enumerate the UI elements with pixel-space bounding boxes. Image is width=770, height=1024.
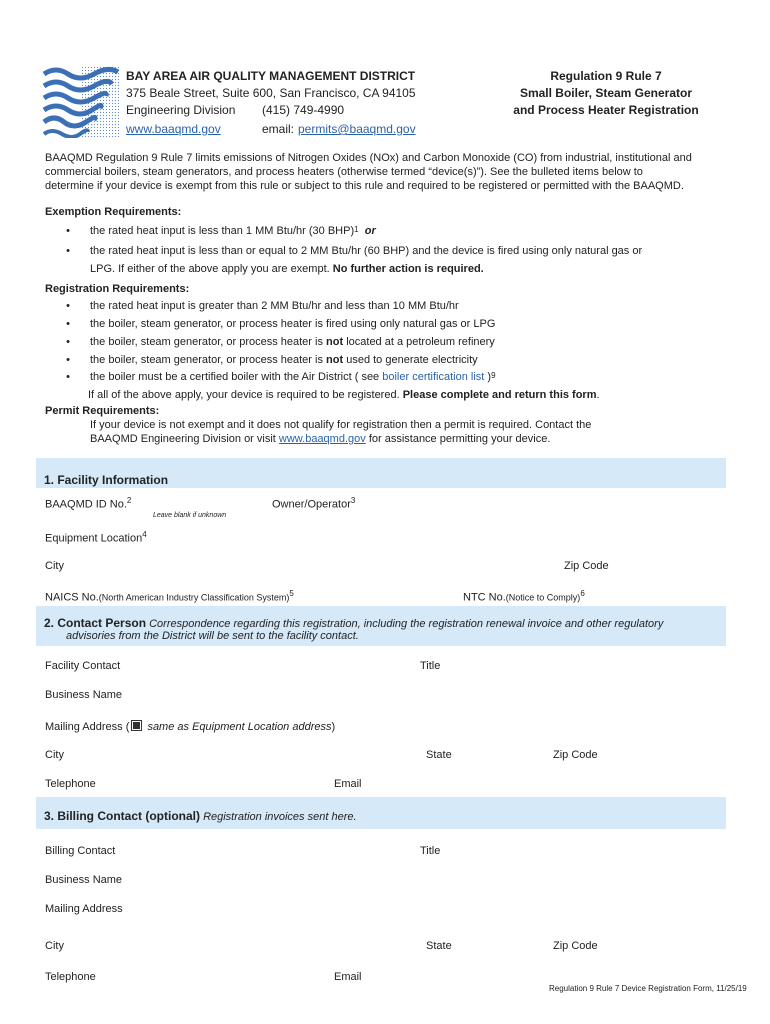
naics-text: NAICS No. [45, 591, 99, 604]
contact-telephone-label[interactable]: Telephone [45, 778, 96, 790]
section-2-bar [36, 606, 726, 646]
permit-heading: Permit Requirements: [45, 405, 160, 417]
bullet-icon: • [66, 371, 70, 383]
section-3-header [44, 809, 357, 823]
no-further-action: No further action is required. [332, 263, 484, 275]
or-text: or [364, 225, 376, 237]
baaqmd-id-text: BAAQMD ID No. [45, 498, 127, 511]
bullet-icon: • [66, 225, 70, 237]
registration-bullet-5 [46, 371, 496, 383]
org-phone: (415) 749-4990 [262, 103, 345, 117]
naics-label[interactable] [45, 589, 294, 604]
complete-and-return: Please complete and return this form [402, 389, 597, 401]
footnote-2: 2 [126, 496, 132, 505]
contact-title-label[interactable]: Title [420, 660, 441, 672]
billing-telephone-label[interactable]: Telephone [45, 971, 96, 983]
reg-title-1: Regulation 9 Rule 7 [550, 69, 662, 83]
equipment-location-label[interactable] [45, 530, 147, 545]
intro-line-3: determine if your device is exempt from this rule or subject to this rule and required to be registered or permitted with the BAAQMD. [45, 180, 684, 192]
facility-contact-label[interactable]: Facility Contact [45, 660, 121, 672]
section-2-title: 2. Contact Person [44, 616, 147, 630]
bullet-icon: • [66, 354, 70, 366]
org-division: Engineering Division [126, 103, 236, 117]
contact-zip-label[interactable]: Zip Code [553, 749, 598, 761]
billing-state-label[interactable]: State [426, 940, 452, 952]
registration-bullet-4-a: the boiler, steam generator, or process heater is [90, 354, 323, 366]
bullet-icon: • [66, 318, 70, 330]
section-1-title: 1. Facility Information [44, 473, 169, 487]
permit-line-2 [90, 432, 550, 446]
footnote-6: 6 [580, 589, 585, 598]
contact-state-label[interactable]: State [426, 749, 452, 761]
section-2-note-2: advisories from the District will be sent to the facility contact. [66, 630, 359, 642]
contact-email-label[interactable]: Email [334, 778, 362, 790]
billing-zip-label[interactable]: Zip Code [553, 940, 598, 952]
registration-bullet-2 [46, 318, 495, 330]
permit-website-link[interactable]: www.baaqmd.gov [278, 433, 366, 445]
exemption-bullet-2 [46, 245, 642, 257]
ntc-text: NTC No. [463, 591, 506, 604]
baaqmd-logo [42, 66, 120, 138]
permit-line-1: If your device is not exempt and it does not qualify for registration then a permit is required. Contact the [90, 419, 592, 431]
registration-bullet-4 [46, 354, 478, 366]
bullet-icon: • [66, 300, 70, 312]
website-link[interactable]: www.baaqmd.gov [126, 122, 221, 136]
registration-bullet-5-a: the boiler must be a certified boiler with the Air District ( see [90, 371, 380, 383]
section-3-title: 3. Billing Contact (optional) [44, 809, 200, 823]
same-address-checkbox[interactable] [131, 720, 142, 731]
intro-line-1: BAAQMD Regulation 9 Rule 7 limits emissions of Nitrogen Oxides (NOx) and Carbon Monoxide (CO) from industrial, institutional and [45, 152, 692, 164]
exemption-heading: Exemption Requirements: [45, 206, 182, 218]
registration-bullet-2-text: the boiler, steam generator, or process heater is fired using only natural gas or LPG [90, 318, 496, 330]
baaqmd-id-label[interactable] [45, 496, 131, 511]
email-label: email: [262, 122, 295, 136]
registration-bullet-3 [46, 336, 495, 348]
registration-summary [88, 388, 600, 402]
section-1-bar [36, 458, 726, 488]
owner-operator-text: Owner/Operator [272, 498, 351, 511]
exemption-bullet-1 [46, 225, 376, 237]
naics-note: (North American Industry Classification System) [98, 592, 290, 603]
registration-heading: Registration Requirements: [45, 283, 190, 295]
form-footer: Regulation 9 Rule 7 Device Registration Form, 11/25/19 [549, 984, 747, 993]
leave-blank-note: Leave blank if unknown [153, 512, 227, 519]
equipment-location-text: Equipment Location [45, 532, 143, 545]
section-3-bar [36, 797, 726, 829]
registration-bullet-3-not: not [326, 336, 344, 348]
mailing-close: ) [331, 721, 336, 733]
footnote-5: 5 [289, 589, 294, 598]
footnote-1: 1 [354, 225, 359, 234]
billing-title-label[interactable]: Title [420, 845, 441, 857]
section-2-header [44, 616, 724, 631]
section-2-note-1: Correspondence regarding this registration, including the registration renewal invoice and other regulatory [149, 618, 664, 630]
section-3-note: Registration invoices sent here. [203, 811, 357, 823]
registration-bullet-4-not: not [326, 354, 344, 366]
registration-summary-c: . [596, 389, 600, 401]
intro-line-2: commercial boilers, steam generators, and process heaters (otherwise termed “device(s)”). See the bulleted items below to [45, 166, 643, 178]
permit-line-2-c: for assistance permitting your device. [368, 433, 551, 445]
registration-summary-a: If all of the above apply, your device is required to be registered. [88, 389, 400, 401]
registration-bullet-4-c: used to generate electricity [346, 354, 478, 366]
owner-operator-label[interactable] [272, 496, 355, 511]
contact-city-label[interactable]: City [45, 749, 64, 761]
contact-business-label[interactable]: Business Name [45, 689, 123, 701]
billing-mailing-label[interactable]: Mailing Address [45, 903, 123, 915]
exemption-bullet-1-text: the rated heat input is less than 1 MM Btu/hr (30 BHP) [90, 225, 355, 237]
contact-mailing-label[interactable] [45, 720, 335, 733]
same-address-text: same as Equipment Location address [147, 721, 332, 733]
registration-bullet-3-c: located at a petroleum refinery [346, 336, 495, 348]
facility-zip-label[interactable]: Zip Code [564, 560, 609, 572]
registration-bullet-1-text: the rated heat input is greater than 2 MM Btu/hr and less than 10 MM Btu/hr [90, 300, 459, 312]
email-link[interactable]: permits@baaqmd.gov [298, 122, 416, 136]
billing-business-label[interactable]: Business Name [45, 874, 123, 886]
billing-contact-label[interactable]: Billing Contact [45, 845, 116, 857]
ntc-note: (Notice to Comply) [505, 592, 581, 603]
boiler-certification-link[interactable]: boiler certification list [382, 371, 485, 383]
billing-city-label[interactable]: City [45, 940, 64, 952]
bullet-icon: • [66, 336, 70, 348]
registration-bullet-5-c: ) [487, 371, 492, 383]
org-name: BAY AREA AIR QUALITY MANAGEMENT DISTRICT [126, 69, 416, 83]
exemption-bullet-2-text: the rated heat input is less than or equal to 2 MM Btu/hr (60 BHP) and the device is fired using only natural gas or [90, 245, 643, 257]
billing-email-label[interactable]: Email [334, 971, 362, 983]
org-address: 375 Beale Street, Suite 600, San Francisco, CA 94105 [126, 86, 416, 100]
reg-title-2: Small Boiler, Steam Generator [519, 86, 693, 100]
permit-line-2-a: BAAQMD Engineering Division or visit [90, 433, 276, 445]
exemption-bullet-2-line2: LPG. If either of the above apply you are exempt. [90, 263, 330, 275]
footnote-9: 9 [491, 371, 496, 380]
reg-title-3: and Process Heater Registration [513, 103, 699, 117]
facility-city-label[interactable]: City [45, 560, 64, 572]
bullet-icon: • [66, 245, 70, 257]
registration-bullet-1 [46, 300, 459, 312]
ntc-label[interactable] [463, 589, 585, 604]
footnote-4: 4 [142, 530, 147, 539]
mailing-text: Mailing Address ( [45, 721, 130, 733]
registration-bullet-3-a: the boiler, steam generator, or process heater is [90, 336, 323, 348]
footnote-3: 3 [350, 496, 356, 505]
exemption-bullet-2-cont [90, 262, 484, 276]
